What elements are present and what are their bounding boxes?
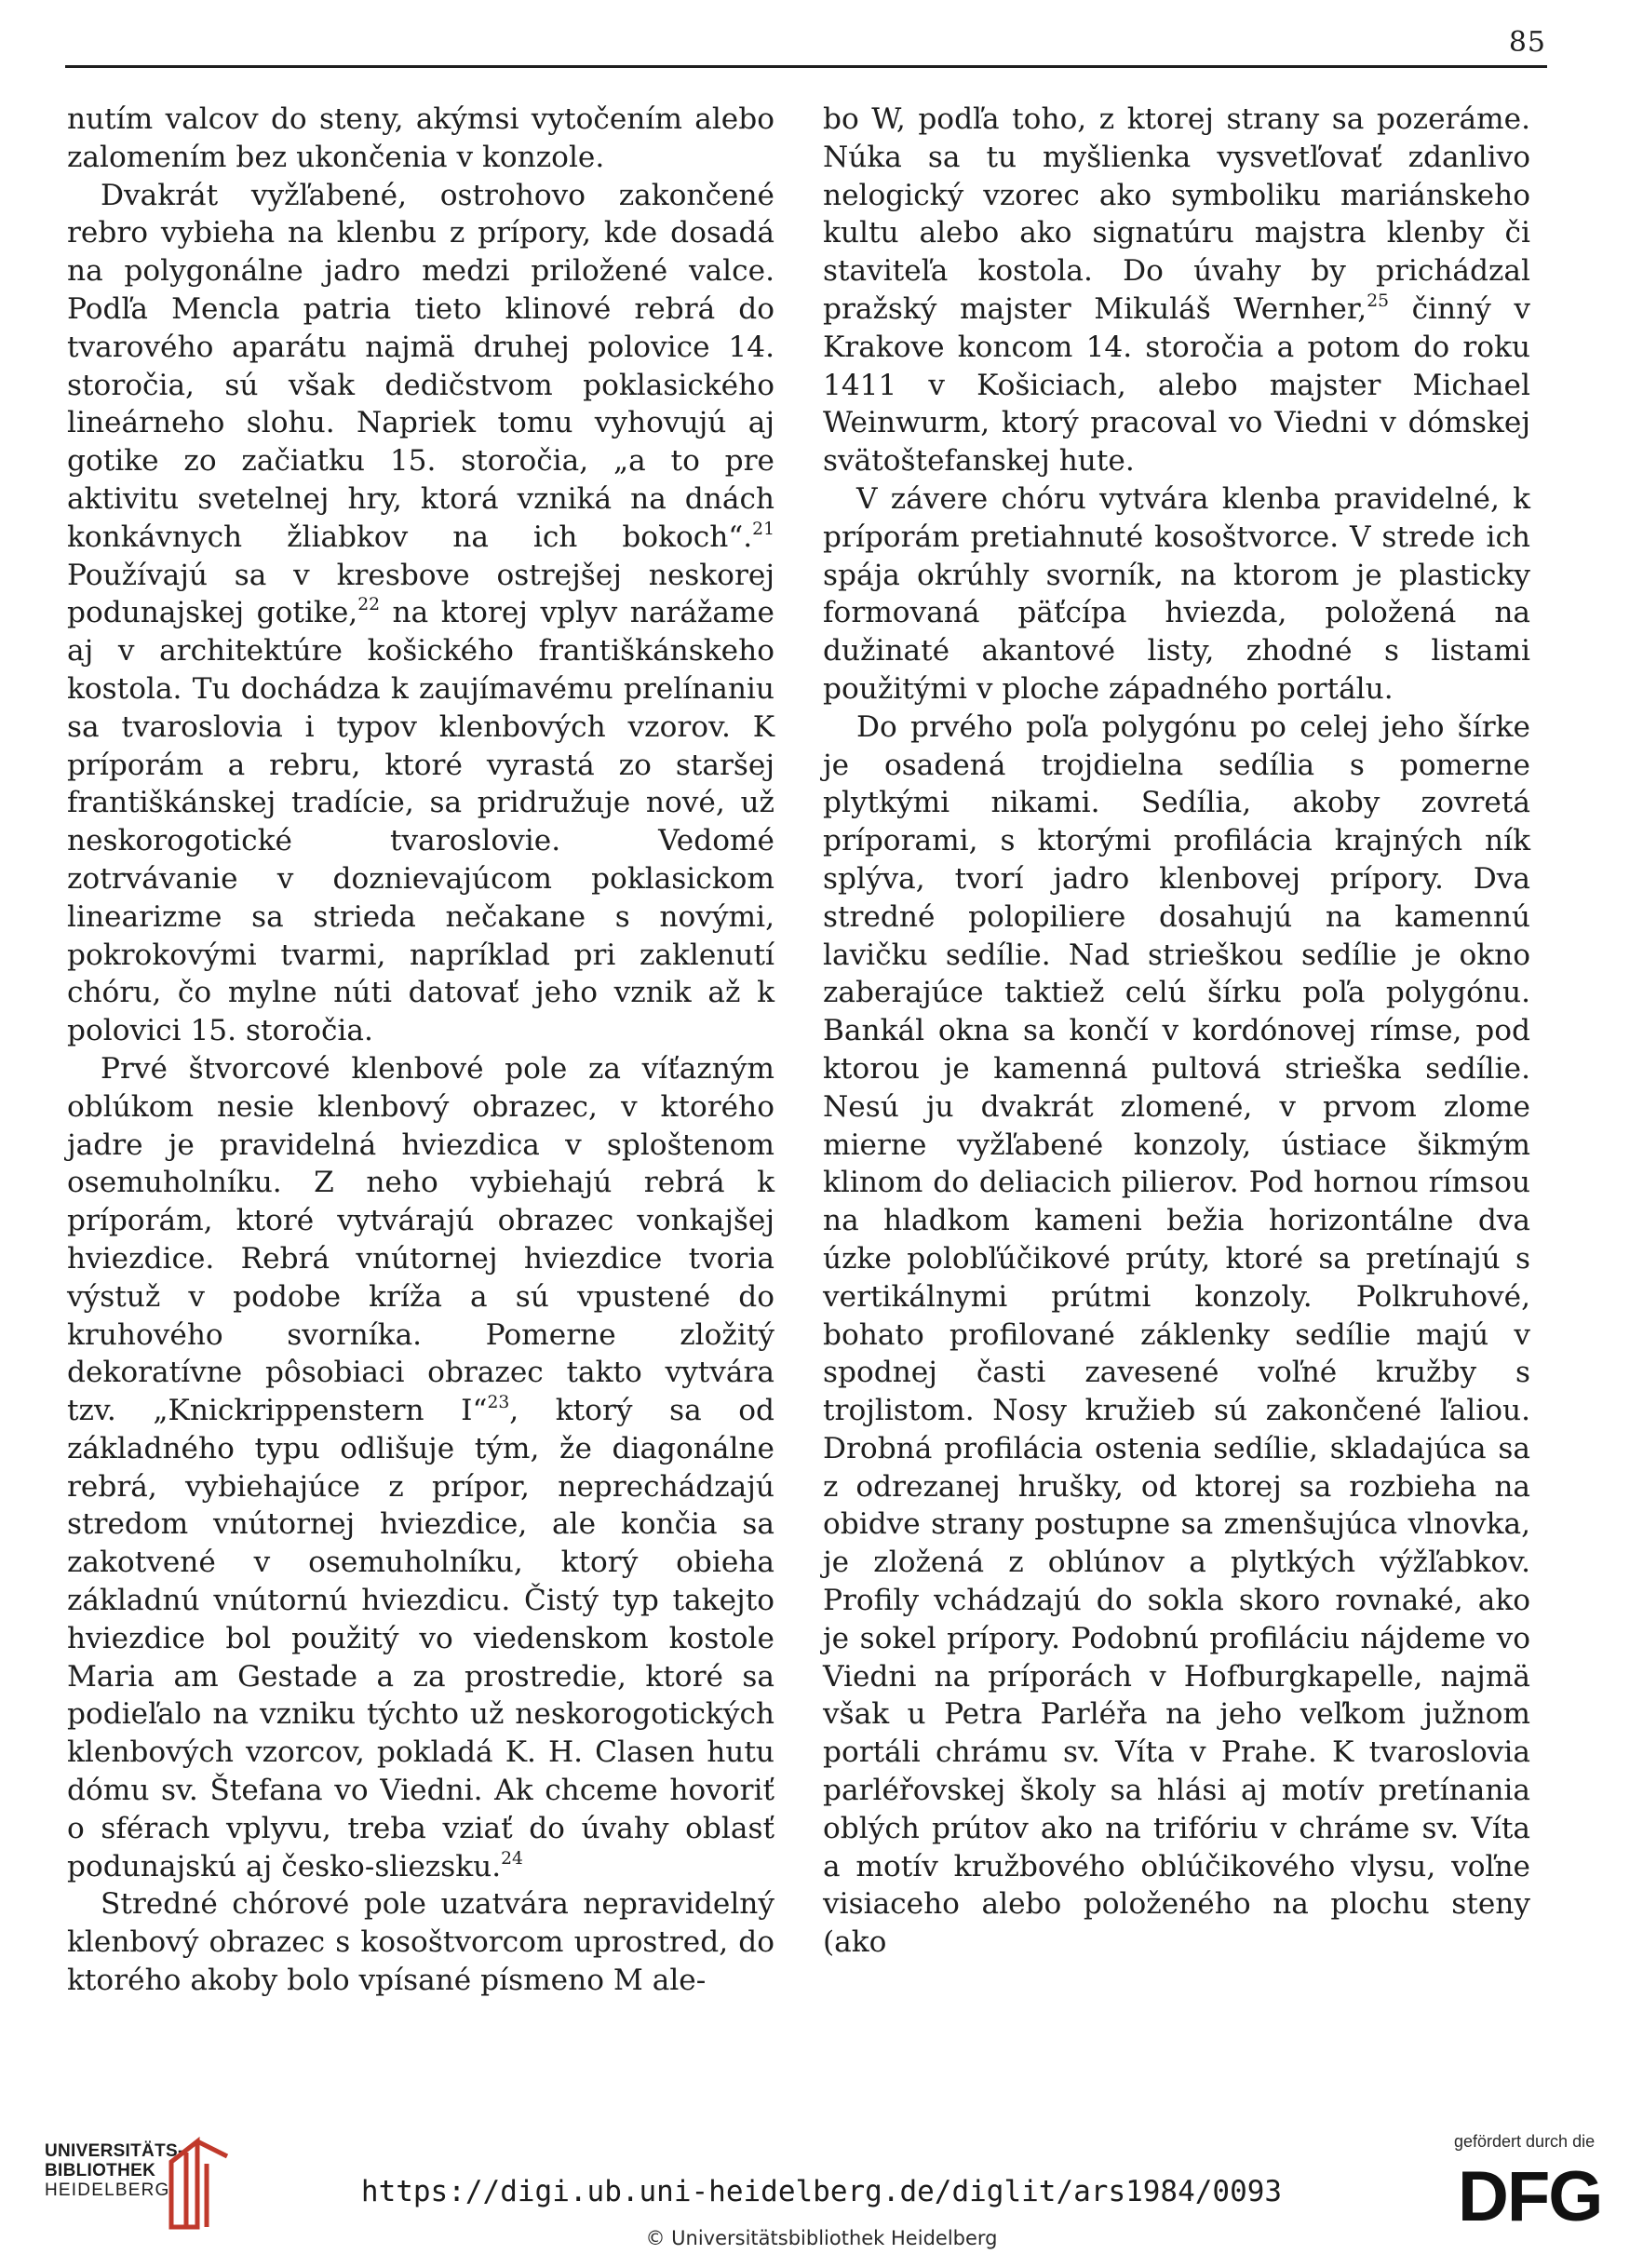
header-rule [65, 65, 1547, 68]
dfg-funded-label: gefördert durch die [1454, 2132, 1596, 2151]
paragraph: Stredné chórové pole uzatvára nepravidelný klenbový obrazec s kosoštvorcom uprostred, do ktorého akoby bolo vpísané písmeno M ale- [67, 1887, 774, 1998]
copyright-notice: © Universitätsbibliothek Heidelberg [645, 2227, 998, 2249]
library-line-3: HEIDELBERG [45, 2180, 170, 2200]
paragraph: nutím valcov do steny, akýmsi vytočením alebo zalomením bez ukončenia v konzole. [67, 102, 774, 174]
dfg-logo[interactable]: DFG [1458, 2157, 1602, 2236]
paragraph: Dvakrát vyžľabené, ostrohovo zakončené rebro vybieha na klenbu z prípory, kde dosadá na polygonálne jadro medzi priložené valce. Podľa Mencla patria tieto klinové rebrá do tvarového aparátu najmä druhej polovice 14. storočia, sú však dedičstvom poklasického lineárneho slohu. Napriek tomu vyhovujú aj gotike zo začiatku 15. storočia, „a to pre aktivitu svetelnej hry, ktorá vzniká na dnách konkávnych žliabkov na ich bokoch“.$^{21}$ Používajú sa v kresbove ostrejšej neskorej podunajskej gotike,$^{22}$ na ktorej vplyv narážame aj v architektúre košického františkánskeho kostola. Tu dochádza k zaujímavému prelínaniu sa tvaroslovia i typov klenbových vzorov. K príporám a rebru, ktoré vyrastá zo staršej františkánskej tradície, sa pridružuje nové, už neskorogotické tvaroslovie. Vedomé zotrvávanie v doznievajúcom poklasickom linearizme sa strieda nečakane s novými, pokrokovými tvarmi, napríklad pri zaklenutí chóru, čo mylne núti datovať jeho vznik až k polovici 15. storočia. [67, 178, 774, 1048]
library-line-2: BIBLIOTHEK [45, 2161, 156, 2180]
paragraph: bo W, podľa toho, z ktorej strany sa pozeráme. Núka sa tu myšlienka vysvetľovať zdanlivo nelogický vzorec ako symboliku mariánskeho kultu alebo ako signatúru majstra klenby či staviteľa kostola. Do úvahy by prichádzal pražský majster Mikuláš Wernher,$^{25}$ činný v Krakove koncom 14. storočia a potom do roku 1411 v Košiciach, alebo majster Michael Weinwurm, ktorý pracoval vo Viedni v dómskej svätoštefanskej hute. [823, 102, 1530, 479]
paragraph: Prvé štvorcové klenbové pole za víťazným oblúkom nesie klenbový obrazec, v ktorého jadre je pravidelná hviezdica v sploštenom osemuholníku. Z neho vybiehajú rebrá k príporám, ktoré vytvárajú obrazec vonkajšej hviezdice. Rebrá vnútornej hviezdice tvoria výstuž v podobe kríža a sú vpustené do kruhového svorníka. Pomerne zložitý dekoratívne pôsobiaci obrazec takto vytvára tzv. „Knickrippenstern I“$^{23}$, ktorý sa od základného typu odlišuje tým, že diagonálne rebrá, vybiehajúce z prípor, neprechádzajú stredom vnútornej hviezdice, ale končia sa zakotvené v osemuholníku, ktorý obieha základnú vnútornú hviezdicu. Čistý typ takejto hviezdice bol použitý vo viedenskom kostole Maria am Gestade a za prostredie, ktoré sa podieľalo na vzniku týchto už neskorogotických klenbových vzorcov, pokladá K. H. Clasen hutu dómu sv. Štefana vo Viedni. Ak chceme hovoriť o sférach vplyvu, treba vziať do úvahy oblasť podunajskú aj česko-sliezsku.$^{24}$ [67, 1051, 774, 1883]
left-text-column [67, 101, 774, 2000]
page-number: 85 [1508, 26, 1546, 59]
right-text-column [823, 101, 1530, 1962]
source-url-link[interactable]: https://digi.ub.uni-heidelberg.de/diglit/ars1984/0093 [360, 2175, 1283, 2208]
paragraph: Do prvého poľa polygónu po celej jeho šírke je osadená trojdielna sedília s pomerne plytkými nikami. Sedília, akoby zovretá príporami, s ktorými profilácia krajných ník splýva, tvorí jadro klenbovej prípory. Dva stredné polopiliere dosahujú na kamennú lavičku sedílie. Nad strieškou sedílie je okno zaberajúce taktiež celú šírku poľa polygónu. Bankál okna sa končí v kordónovej rímse, pod ktorou je kamenná pultová strieška sedílie. Nesú ju dvakrát zlomené, v prvom zlome mierne vyžľabené konzoly, ústiace šikmým klinom do deliacich pilierov. Pod hornou rímsou na hladkom kameni bežia horizontálne dva úzke polobľúčikové prúty, ktoré sa pretínajú s vertikálnymi prútmi konzoly. Polkruhové, bohato profilované záklenky sedílie majú v spodnej časti zavesené voľné kružby s trojlistom. Nosy kružieb sú zakončené ľaliou. Drobná profilácia ostenia sedílie, skladajúca sa z odrezanej hrušky, od ktorej sa rozbieha na obidve strany postupne sa zmenšujúca vlnovka, je zložená z oblúnov a plytkých výžľabkov. Profily vchádzajú do sokla skoro rovnaké, ako je sokel prípory. Podobnú profiláciu nájdeme vo Viedni na príporách v Hofburgkapelle, najmä však u Petra Parléřa na jeho veľkom južnom portáli chrámu sv. Víta v Prahe. K tvaroslovia parléřovskej školy sa hlási aj motív pretínania oblých prútov ako na trifóriu v chráme sv. Víta a motív kružbového oblúčikového vlysu, voľne visiaceho alebo položeného na plochu steny (ako [823, 709, 1530, 1960]
paragraph: V závere chóru vytvára klenba pravidelné, k príporám pretiahnuté kosoštvorce. V strede ich spája okrúhly svorník, na ktorom je plasticky formovaná päťcípa hviezda, položená na dužinaté akantové listy, zhodné s listami použitými v ploche západného portálu. [823, 481, 1530, 706]
library-line-1: UNIVERSITÄTS- [45, 2141, 184, 2161]
